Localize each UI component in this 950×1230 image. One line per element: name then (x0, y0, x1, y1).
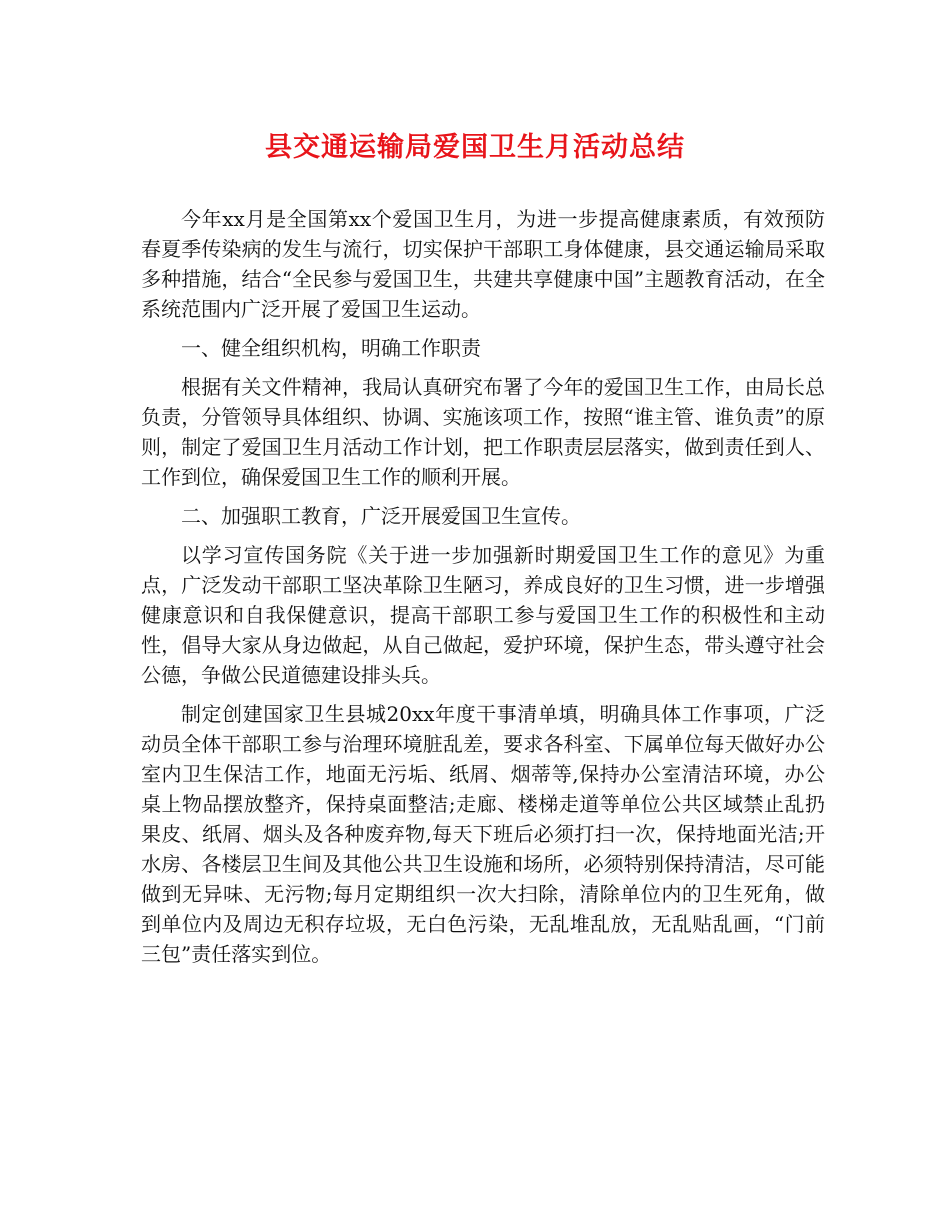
paragraph-cleanup-plan: 制定创建国家卫生县城20xx年度干事清单填，明确具体工作事项，广泛动员全体干部职工参与治理环境脏乱差，要求各科室、下属单位每天做好办公室内卫生保洁工作，地面无污垢、纸屑、烟蒂等,保持办公室清洁环境，办公桌上物品摆放整齐，保持桌面整洁;走廊、楼梯走道等单位公共区域禁止乱扔果皮、纸屑、烟头及各种废弃物,每天下班后必须打扫一次，保持地面光洁;开水房、各楼层卫生间及其他公共卫生设施和场所，必须特别保持清洁，尽可能做到无异味、无污物;每月定期组织一次大扫除，清除单位内的卫生死角，做到单位内及周边无积存垃圾，无白色污染，无乱堆乱放，无乱贴乱画，“门前三包”责任落实到位。 (141, 702, 825, 966)
section-heading-2: 二、加强职工教育，广泛开展爱国卫生宣传。 (181, 504, 581, 528)
document-title: 县交通运输局爱国卫生月活动总结 (265, 132, 685, 163)
paragraph-intro: 今年xx月是全国第xx个爱国卫生月，为进一步提高健康素质，有效预防春夏季传染病的发生与流行，切实保护干部职工身体健康，县交通运输局采取多种措施，结合“全民参与爱国卫生，共建共享健康中国”主题教育活动，在全系统范围内广泛开展了爱国卫生运动。 (141, 207, 825, 321)
document-body (141, 204, 825, 978)
section-heading-1: 一、健全组织机构，明确工作职责 (181, 336, 481, 360)
paragraph-organization: 根据有关文件精神，我局认真研究布署了今年的爱国卫生工作，由局长总负责，分管领导具体组织、协调、实施该项工作，按照“谁主管、谁负责”的原则，制定了爱国卫生月活动工作计划，把工作职责层层落实，做到责任到人、工作到位，确保爱国卫生工作的顺利开展。 (141, 375, 825, 489)
paragraph-education: 以学习宣传国务院《关于进一步加强新时期爱国卫生工作的意见》为重点，广泛发动干部职工坚决革除卫生陋习，养成良好的卫生习惯，进一步增强健康意识和自我保健意识，提高干部职工参与爱国卫生工作的积极性和主动性，倡导大家从身边做起，从自己做起，爱护环境，保护生态，带头遵守社会公德，争做公民道德建设排头兵。 (141, 543, 825, 687)
